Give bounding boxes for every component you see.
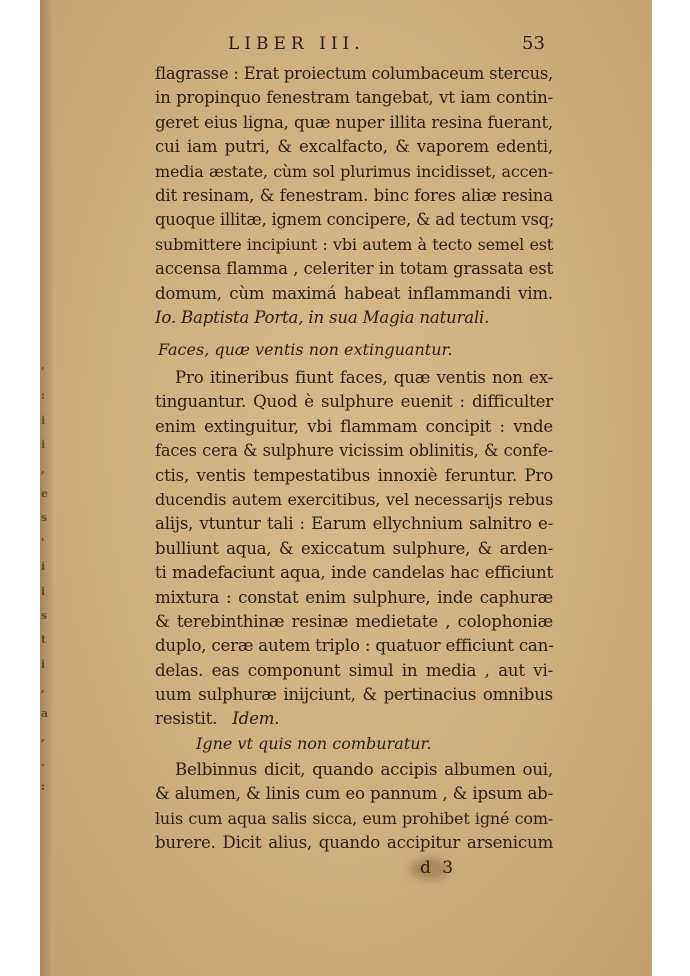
facing-page-bleed: ' : i i , e s ' i i s t i , a , . : (41, 365, 49, 793)
text-line: media æstate, cùm sol plurimus incidisset, accen- (155, 161, 553, 181)
text-line: alijs, vtuntur tali : Earum ellychnium salnitro e- (155, 514, 553, 534)
text-line: dit resinam, & fenestram. binc fores aliæ resina (155, 185, 553, 205)
text-line: luis cum aqua salis sicca, eum prohibet igné com- (155, 808, 553, 828)
text-line: Belbinnus dicit, quando accipis albumen oui, (175, 760, 553, 779)
running-title: LIBER III. (228, 34, 365, 54)
text-line: domum, cùm maximá habeat inflammandi vim. (155, 283, 553, 303)
text-line: submittere incipiunt : vbi autem à tecto semel est (155, 234, 553, 254)
text-line: uum sulphuræ inijciunt, & pertinacius omnibus (155, 685, 553, 705)
text-line: bulliunt aqua, & exiccatum sulphure, & arden- (155, 538, 553, 558)
text-line: & alumen, & linis cum eo pannum , & ipsum ab- (155, 784, 553, 804)
text-line: burere. Dicit alius, quando accipitur arsenicum (155, 833, 553, 853)
text-line: geret eius ligna, quæ nuper illita resina fuerant, (155, 112, 553, 132)
text-line: ctis, ventis tempestatibus innoxiè feruntur. Pro (155, 465, 553, 485)
text-end: resistit. (155, 709, 218, 729)
section-heading: Igne vt quis non comburatur. (196, 734, 432, 753)
text-line: tinguantur. Quod è sulphure euenit : difficulter (155, 392, 553, 412)
paragraph-3 (155, 758, 553, 856)
text-line: delas. eas componunt simul in media , aut vi- (155, 660, 553, 680)
text-line: in propinquo fenestram tangebat, vt iam contin- (155, 88, 553, 108)
text-line: faces cera & sulphure vicissim oblinitis, & confe- (155, 441, 553, 461)
text-line: & terebinthinæ resinæ medietate , colophoniæ (155, 611, 553, 631)
text-line: Pro itineribus fiunt faces, quæ ventis non ex- (175, 368, 553, 387)
paragraph-2 (155, 366, 553, 732)
text-line: mixtura : constat enim sulphure, inde caphuræ (155, 587, 553, 607)
text-line: ti madefaciunt aqua, inde candelas hac efficiunt (155, 563, 553, 583)
citation: Io. Baptista Porta, in sua Magia naturali. (155, 307, 490, 327)
text-line: enim extinguitur, vbi flammam concipit : vnde (155, 416, 553, 436)
text-line: quoque illitæ, ignem concipere, & ad tectum vsq; (155, 210, 555, 230)
text-line-last (155, 707, 553, 731)
text-line: cui iam putri, & excalfacto, & vaporem edenti, (155, 137, 553, 157)
text-line: flagrasse : Erat proiectum columbaceum stercus, (155, 64, 553, 83)
section-heading: Faces, quæ ventis non extinguantur. (158, 340, 453, 359)
signature-mark: d 3 (420, 858, 454, 878)
page-number: 53 (522, 33, 545, 54)
text-line: ducendis autem exercitibus, vel necessarijs rebus (155, 489, 553, 509)
citation: Idem. (232, 709, 280, 729)
text-line: accensa flamma , celeriter in totam grassata est (155, 259, 553, 279)
text-line: duplo, ceræ autem triplo : quatuor efficiunt can- (155, 636, 554, 656)
paragraph-1 (155, 62, 553, 330)
